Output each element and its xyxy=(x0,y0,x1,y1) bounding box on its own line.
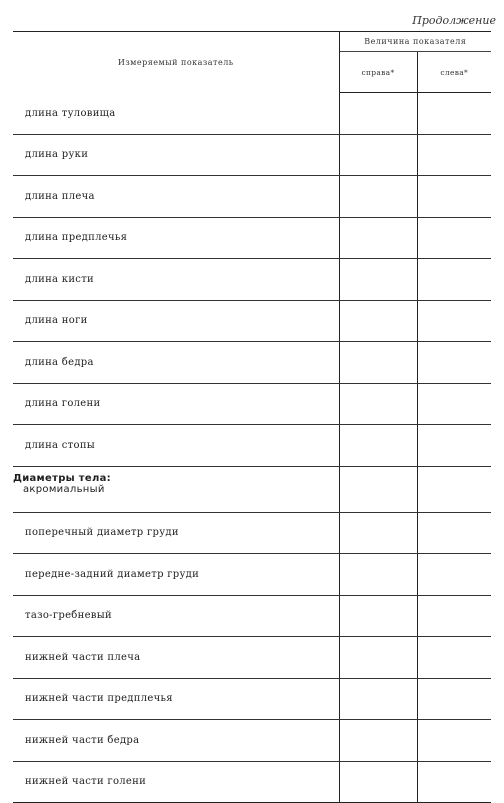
section-title: Диаметры тела: xyxy=(13,472,111,484)
left-value-cell xyxy=(417,217,491,259)
right-value-cell xyxy=(339,342,417,384)
left-value-cell xyxy=(417,595,491,637)
left-value-cell xyxy=(417,678,491,720)
right-value-cell xyxy=(339,134,417,176)
row-label: нижней части предплечья xyxy=(13,678,339,720)
table-row xyxy=(13,512,491,554)
row-label: длина предплечья xyxy=(13,217,339,259)
right-value-cell xyxy=(339,720,417,762)
left-value-cell xyxy=(417,720,491,762)
row-label: поперечный диаметр груди xyxy=(13,512,339,554)
row-label: тазо-гребневый xyxy=(13,595,339,637)
indicator-header: Измеряемый показатель xyxy=(13,32,339,93)
right-value-cell xyxy=(339,259,417,301)
right-value-cell xyxy=(339,761,417,803)
table-row xyxy=(13,678,491,720)
table-row xyxy=(13,93,491,135)
table-row xyxy=(13,425,491,467)
table-row xyxy=(13,176,491,218)
table-row xyxy=(13,300,491,342)
row-label: длина плеча xyxy=(13,176,339,218)
right-value-cell xyxy=(339,466,417,512)
right-value-cell xyxy=(339,93,417,135)
left-value-cell xyxy=(417,342,491,384)
table-row xyxy=(13,595,491,637)
right-value-cell xyxy=(339,176,417,218)
row-label: длина туловища xyxy=(13,93,339,135)
left-value-cell xyxy=(417,134,491,176)
value-header: Величина показателя xyxy=(339,32,491,52)
row-label: длина руки xyxy=(13,134,339,176)
left-value-cell xyxy=(417,93,491,135)
right-header: справа* xyxy=(339,52,417,93)
continuation-label: Продолжение xyxy=(412,14,496,27)
right-value-cell xyxy=(339,678,417,720)
table-row xyxy=(13,259,491,301)
left-value-cell xyxy=(417,300,491,342)
left-value-cell xyxy=(417,637,491,679)
table-row xyxy=(13,383,491,425)
row-label: нижней части бедра xyxy=(13,720,339,762)
table-row xyxy=(13,637,491,679)
row-label: передне-задний диаметр груди xyxy=(13,554,339,596)
row-label: длина голени xyxy=(13,383,339,425)
section-subtitle: акромиальный xyxy=(23,483,105,495)
row-label: длина ноги xyxy=(13,300,339,342)
right-value-cell xyxy=(339,637,417,679)
right-value-cell xyxy=(339,554,417,596)
row-label: длина стопы xyxy=(13,425,339,467)
table-row xyxy=(13,761,491,803)
left-value-cell xyxy=(417,176,491,218)
measurement-table xyxy=(13,31,491,803)
left-value-cell xyxy=(417,259,491,301)
table-row-section xyxy=(13,466,491,512)
left-value-cell xyxy=(417,761,491,803)
right-value-cell xyxy=(339,512,417,554)
left-value-cell xyxy=(417,383,491,425)
right-value-cell xyxy=(339,595,417,637)
row-label: нижней части голени xyxy=(13,761,339,803)
left-value-cell xyxy=(417,512,491,554)
section-label xyxy=(13,466,339,512)
table-row xyxy=(13,342,491,384)
right-value-cell xyxy=(339,425,417,467)
left-header: слева* xyxy=(417,52,491,93)
row-label: нижней части плеча xyxy=(13,637,339,679)
table-row xyxy=(13,720,491,762)
right-value-cell xyxy=(339,383,417,425)
left-value-cell xyxy=(417,466,491,512)
row-label: длина кисти xyxy=(13,259,339,301)
table-row xyxy=(13,134,491,176)
left-value-cell xyxy=(417,425,491,467)
table-row xyxy=(13,554,491,596)
row-label: длина бедра xyxy=(13,342,339,384)
right-value-cell xyxy=(339,217,417,259)
table-row xyxy=(13,217,491,259)
left-value-cell xyxy=(417,554,491,596)
right-value-cell xyxy=(339,300,417,342)
